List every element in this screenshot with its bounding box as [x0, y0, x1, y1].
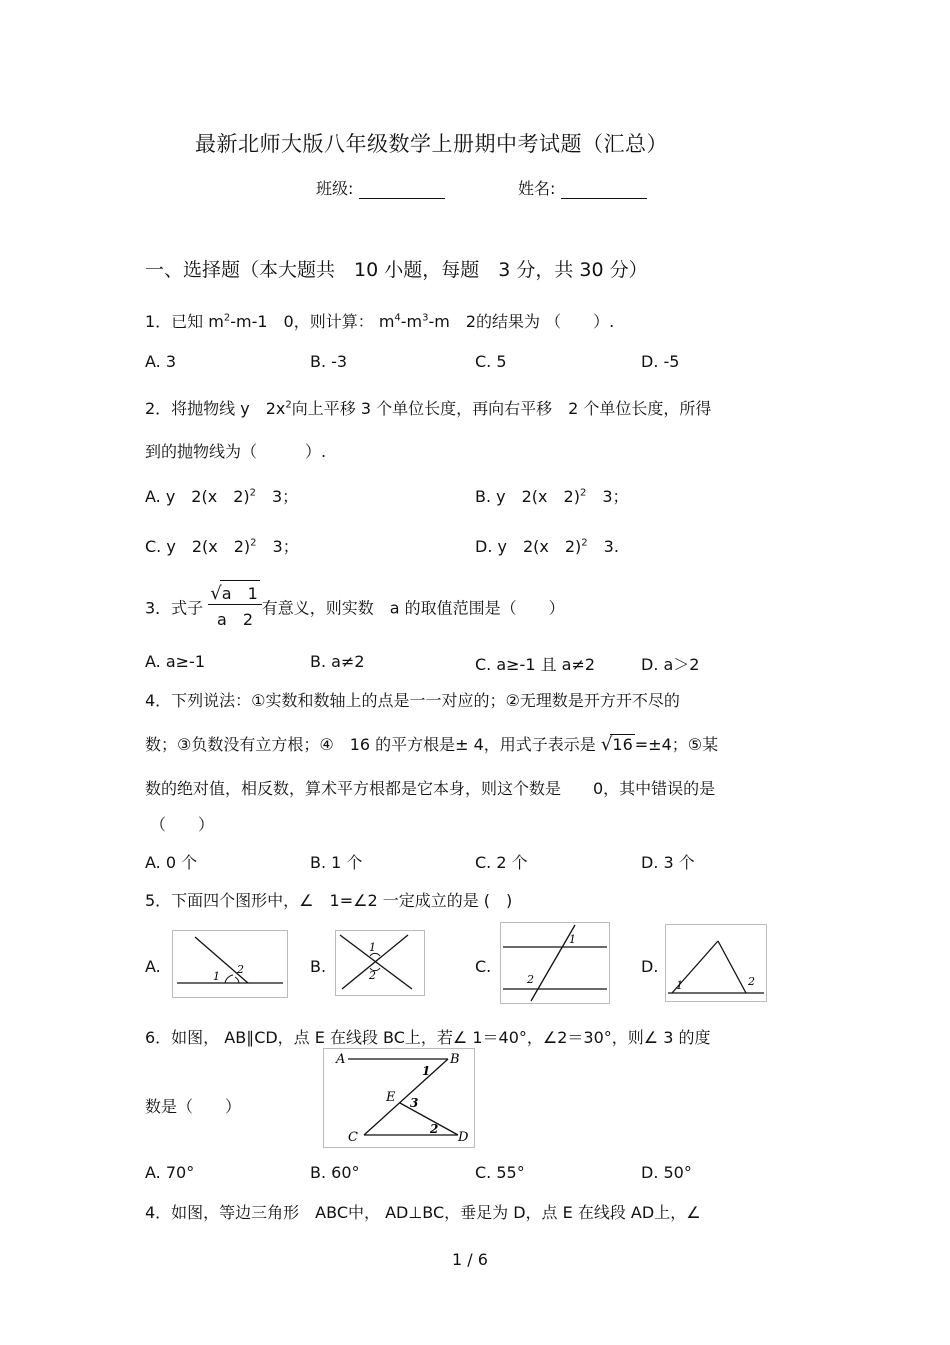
- angle-2-label: 2: [369, 969, 376, 982]
- q5-option-b[interactable]: B.: [310, 957, 327, 976]
- angle-1-label: 1: [569, 933, 576, 946]
- angle-2-label: 2: [430, 1122, 439, 1136]
- class-label: 班级:: [316, 179, 354, 198]
- angle-2-label: 2: [237, 963, 244, 976]
- q1-option-a[interactable]: A. 3: [145, 352, 177, 371]
- q3-option-d[interactable]: D. a＞2: [641, 655, 700, 674]
- point-b-label: B: [450, 1052, 460, 1067]
- q5-figure-c[interactable]: [500, 922, 610, 1004]
- q2-option-d[interactable]: D. y 2(x 2)$^2$ 3.: [475, 537, 619, 556]
- question-4-line3: 数的绝对值，相反数，算术平方根都是它本身，则这个数是 0，其中错误的是: [145, 779, 716, 798]
- q6-option-c[interactable]: C. 55°: [475, 1163, 525, 1182]
- question-4-line2: 数；③负数没有立方根；④ 16 的平方根是± 4，用式子表示是 √16 =±4；⑤某: [145, 734, 719, 755]
- angle-1-label: 1: [213, 970, 220, 983]
- angle-2-label: 2: [748, 975, 755, 988]
- angle-1-label: 1: [422, 1064, 431, 1078]
- name-field[interactable]: [518, 176, 647, 199]
- angle-1-label: 1: [369, 941, 376, 954]
- q1-option-b[interactable]: B. -3: [310, 352, 348, 371]
- q5-figure-b[interactable]: [335, 930, 425, 996]
- class-field[interactable]: [316, 176, 445, 199]
- q2-option-a[interactable]: A. y 2(x 2)$^2$ 3；: [145, 487, 299, 506]
- q1-option-d[interactable]: D. -5: [641, 352, 680, 371]
- question-2-line2: 到的抛物线为（ ）.: [145, 442, 327, 461]
- point-e-label: E: [386, 1090, 396, 1105]
- q4-option-d[interactable]: D. 3 个: [641, 853, 695, 872]
- angle-2-label: 2: [527, 973, 534, 986]
- q6-option-b[interactable]: B. 60°: [310, 1163, 360, 1182]
- section-heading: 一、选择题（本大题共 10 小题，每题 3 分，共 30 分）: [145, 259, 648, 281]
- q6-option-a[interactable]: A. 70°: [145, 1163, 195, 1182]
- question-6: 6．如图， AB∥CD，点 E 在线段 BC上，若∠ 1＝40°，∠2＝30°，则∠ 3 的度: [145, 1028, 711, 1047]
- name-blank[interactable]: [561, 180, 647, 199]
- question-5: 5．下面四个图形中，∠ 1=∠2 一定成立的是 ( ): [145, 891, 513, 910]
- question-2: 2．将抛物线 y $2x^2$向上平移 3 个单位长度，再向右平移 2 个单位长度，所得: [145, 399, 712, 418]
- angle-3-label: 3: [410, 1096, 419, 1110]
- class-blank[interactable]: [359, 180, 445, 199]
- question-7: 4．如图，等边三角形 ABC中， AD⊥BC，垂足为 D，点 E 在线段 AD上，∠: [145, 1203, 701, 1222]
- point-c-label: C: [348, 1130, 358, 1145]
- q5-figure-a[interactable]: [172, 930, 288, 998]
- q2-option-c[interactable]: C. y 2(x 2)$^2$ 3；: [145, 537, 299, 556]
- page-title: 最新北师大版八年级数学上册期中考试题（汇总）: [195, 132, 668, 156]
- q3-option-b[interactable]: B. a≠2: [310, 652, 365, 671]
- q5-option-d[interactable]: D.: [641, 957, 659, 976]
- q2-option-b[interactable]: B. y 2(x 2)$^2$ 3；: [475, 487, 629, 506]
- question-3: 3．式子 $\frac{√a 1}{a 2}$ 有意义，则实数 a 的取值范围是（ ）: [145, 584, 565, 634]
- q4-option-b[interactable]: B. 1 个: [310, 853, 363, 872]
- page-number: 1 / 6: [452, 1250, 488, 1269]
- point-d-label: D: [458, 1130, 469, 1145]
- angle-1-label: 1: [676, 979, 683, 992]
- question-4: 4．下列说法：①实数和数轴上的点是一一对应的；②无理数是开方开不尽的: [145, 691, 680, 710]
- name-label: 姓名:: [518, 179, 556, 198]
- question-1: 1．已知 $m^2-m-1$ 0，则计算： $m^4-m^3-m$ 2的结果为 （ ）.: [145, 312, 615, 331]
- q6-figure: [323, 1048, 475, 1148]
- q3-option-c[interactable]: C. a≥-1 且 a≠2: [475, 655, 596, 674]
- q5-option-a[interactable]: A.: [145, 957, 161, 976]
- q6-option-d[interactable]: D. 50°: [641, 1163, 692, 1182]
- q5-figure-d[interactable]: [665, 924, 767, 1002]
- question-4-line4: （ ）: [150, 815, 215, 834]
- q5-option-c[interactable]: C.: [475, 957, 492, 976]
- q1-option-c[interactable]: C. 5: [475, 352, 507, 371]
- q3-option-a[interactable]: A. a≥-1: [145, 652, 205, 671]
- question-6-line2: 数是（ ）: [145, 1097, 242, 1116]
- q4-option-c[interactable]: C. 2 个: [475, 853, 528, 872]
- fraction: $\frac{√a 1}{a 2}$: [208, 580, 261, 630]
- point-a-label: A: [336, 1052, 346, 1067]
- q4-option-a[interactable]: A. 0 个: [145, 853, 198, 872]
